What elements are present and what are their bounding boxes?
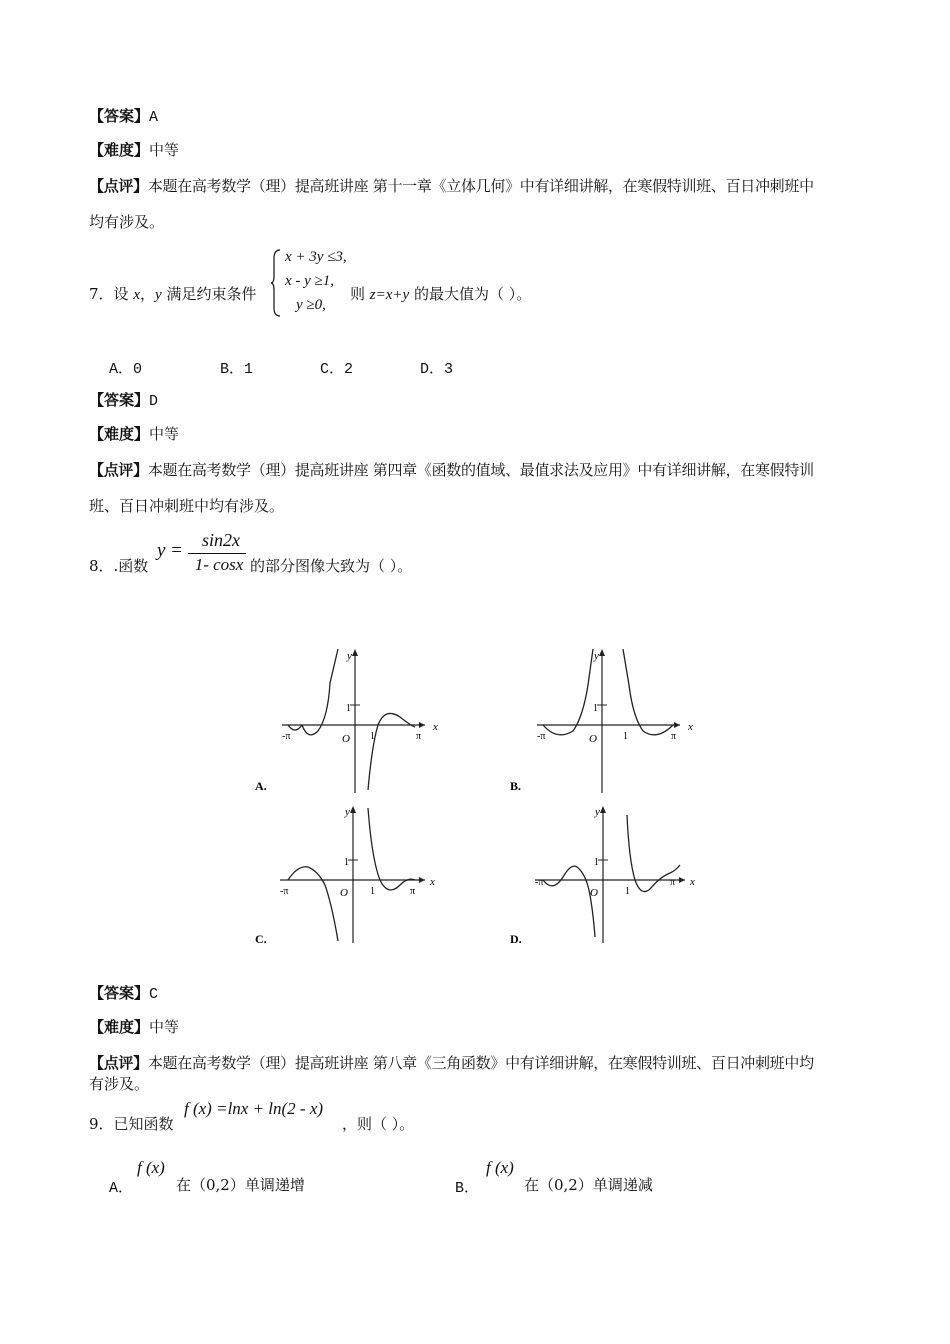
q7-stem-tail: 则 z=x+y 的最大值为（ ）。 [350, 285, 532, 303]
svg-text:O: O [342, 733, 350, 745]
svg-text:y: y [595, 806, 600, 818]
graph-c [255, 806, 435, 946]
q9-option-b-f: f (x) [486, 1158, 514, 1177]
svg-text:π: π [416, 731, 422, 742]
q7-answer-line: 【答案】D [89, 391, 159, 410]
svg-text:y: y [345, 806, 350, 818]
q7-option-d: D．3 [420, 361, 454, 378]
q7-constraint-1: x + 3y ≤3, [285, 249, 347, 265]
q8-difficulty-line: 【难度】中等 [89, 1018, 180, 1036]
svg-text:1: 1 [623, 731, 628, 742]
q7-review-line2: 班、百日冲刺班中均有涉及。 [89, 497, 285, 515]
q9-stem-prefix: 9．已知函数 [89, 1115, 174, 1133]
svg-text:B.: B. [510, 779, 522, 793]
q7-constraint-2: x - y ≥1, [285, 273, 335, 289]
svg-text:-π: -π [535, 877, 544, 888]
svg-text:x: x [690, 876, 695, 888]
svg-text:1: 1 [593, 703, 598, 714]
svg-text:x: x [688, 721, 693, 733]
svg-text:1: 1 [625, 886, 630, 897]
review-tag: 【点评】 [89, 177, 148, 195]
answer-value: A [149, 109, 159, 126]
svg-text:1: 1 [346, 703, 351, 714]
svg-text:π: π [670, 877, 676, 888]
q9-stem-suffix: ，则（ ）。 [342, 1115, 415, 1133]
q8-fraction-bar [188, 553, 246, 554]
q6-difficulty-line [89, 140, 179, 160]
q8-review-line2: 有涉及。 [89, 1075, 150, 1093]
review-text: 本题在高考数学（理）提高班讲座 第十一章《立体几何》中有详细讲解，在寒假特训班、百日冲刺班中 [147, 177, 814, 195]
difficulty-tag: 【难度】 [89, 141, 150, 159]
graph-a [255, 649, 438, 793]
q7-option-a: A．0 [109, 361, 143, 378]
q8-stem-prefix: 8．.函数 [89, 557, 149, 575]
svg-text:O: O [590, 887, 598, 899]
svg-text:x: x [433, 721, 438, 733]
q9-option-a-f: f (x) [137, 1158, 165, 1177]
svg-text:1: 1 [344, 857, 349, 868]
q7-review-line1: 【点评】本题在高考数学（理）提高班讲座 第四章《函数的值域、最值求法及应用》中有详细讲解，在寒假特训 [89, 461, 814, 479]
svg-text:C.: C. [255, 932, 267, 946]
q8-answer-line: 【答案】C [89, 984, 159, 1003]
svg-text:D.: D. [510, 932, 522, 946]
svg-text:y: y [594, 650, 599, 662]
svg-text:O: O [340, 887, 348, 899]
q8-lhs: y = [157, 540, 184, 561]
q8-stem-suffix: 的部分图像大致为（ ）。 [250, 557, 413, 575]
answer-tag: 【答案】 [89, 107, 150, 125]
q7-brace [270, 248, 284, 318]
q9-function: f (x) =lnx + ln(2 - x) [184, 1099, 324, 1118]
q8-graphs [250, 645, 710, 955]
q8-review-line1: 【点评】本题在高考数学（理）提高班讲座 第八章《三角函数》中有详细讲解，在寒假特训班、百日冲刺班中均 [89, 1054, 814, 1072]
graph-d [510, 806, 695, 946]
svg-text:π: π [410, 886, 416, 897]
q7-constraint-3: y ≥0, [296, 297, 326, 313]
svg-text:-π: -π [280, 886, 289, 897]
q7-option-c: C．2 [320, 361, 354, 378]
q9-option-b-text: 在（0,2）单调递减 [524, 1176, 653, 1194]
svg-text:1: 1 [370, 886, 375, 897]
q7-difficulty-line: 【难度】中等 [89, 425, 180, 443]
q6-review-line1 [89, 176, 814, 196]
svg-text:A.: A. [255, 779, 267, 793]
q6-review-line2: 均有涉及。 [89, 213, 165, 231]
svg-text:O: O [589, 733, 597, 745]
difficulty-value: 中等 [149, 141, 180, 159]
q9-option-a-label: A． [109, 1180, 134, 1197]
q6-answer-line [89, 106, 158, 128]
svg-text:π: π [671, 731, 677, 742]
q7-option-b: B．1 [220, 361, 254, 378]
q9-option-a-text: 在（0,2）单调递增 [176, 1176, 305, 1194]
q9-option-b-label: B． [455, 1180, 480, 1197]
graph-b [510, 649, 693, 793]
q8-numerator: sin2x [202, 530, 240, 550]
svg-text:-π: -π [282, 731, 291, 742]
q8-denominator: 1- cosx [194, 555, 244, 574]
q7-stem: 7．设 x，y 满足约束条件 [89, 285, 257, 303]
svg-text:-π: -π [537, 731, 546, 742]
svg-text:1: 1 [370, 731, 375, 742]
svg-text:y: y [347, 650, 352, 662]
svg-text:1: 1 [594, 857, 599, 868]
svg-text:x: x [430, 876, 435, 888]
